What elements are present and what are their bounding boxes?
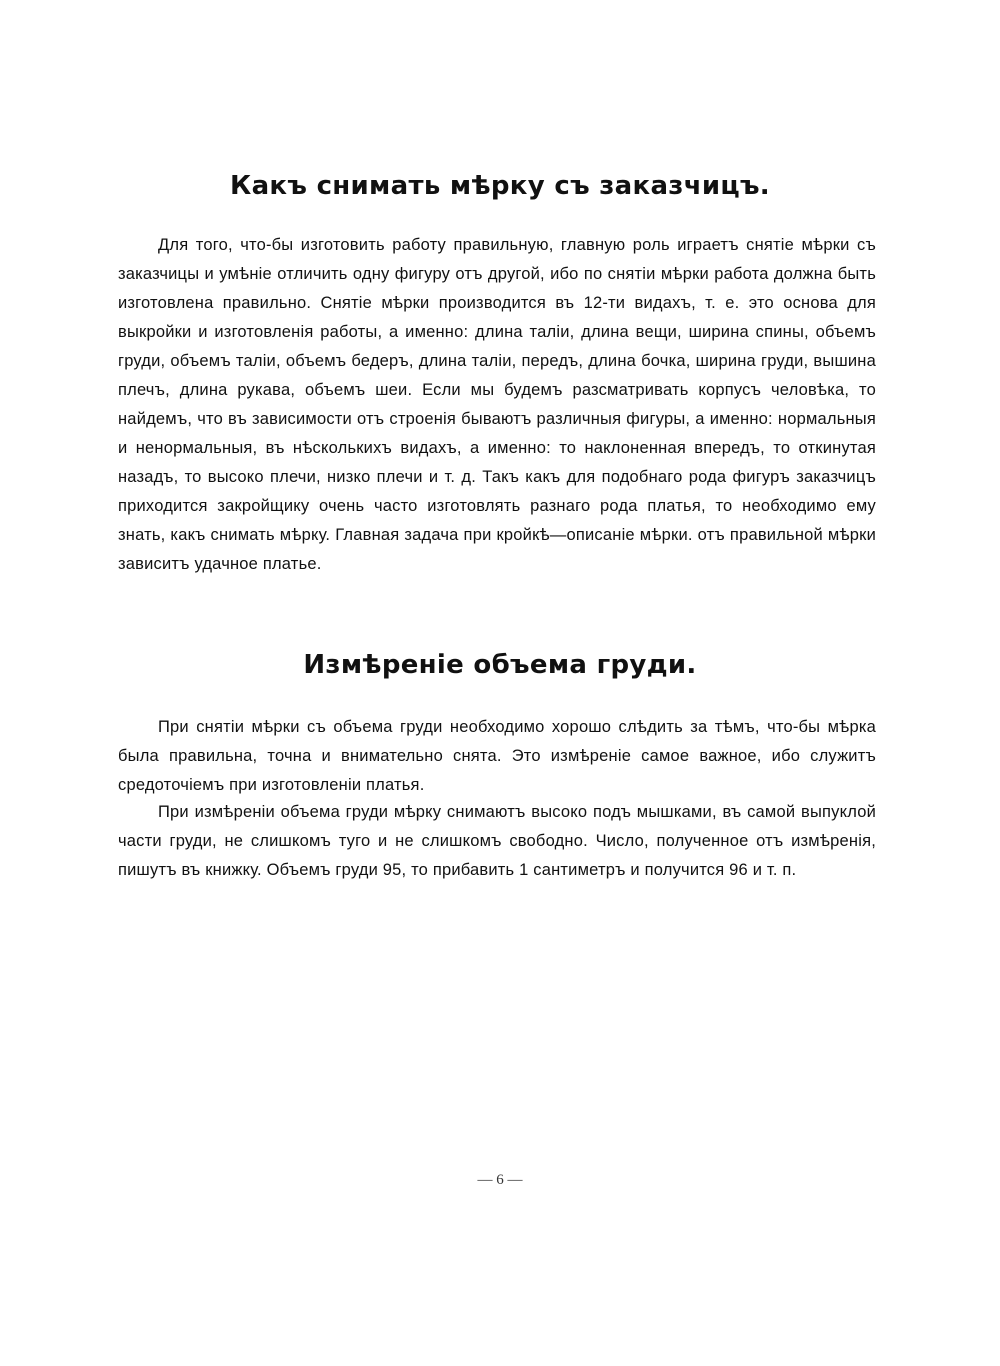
section-title-chest-measurement: Измѣреніе объема груди. (303, 650, 697, 680)
section-title-measurement: Какъ снимать мѣрку съ заказчицъ. (230, 171, 770, 201)
paragraph-chest-1: При снятіи мѣрки съ объема груди необходимо хорошо слѣдить за тѣмъ, что-бы мѣрка была правильна, точна и внимательно снята. Это измѣреніе самое важное, ибо служитъ средоточіемъ при изготовленіи платья. (118, 718, 876, 794)
page-number: — 6 — (477, 1172, 523, 1188)
paragraph-chest-2: При измѣреніи объема груди мѣрку снимаютъ высоко подъ мышками, въ самой выпуклой части груди, не слишкомъ туго и не слишкомъ свободно. Число, полученное отъ измѣренія, пишутъ въ книжку. Объемъ груди 95, то прибавить 1 сантиметръ и получится 96 и т. п. (118, 803, 876, 879)
paragraph-measurement-intro: Для того, что-бы изготовить работу правильную, главную роль играетъ снятіе мѣрки съ заказчицы и умѣніе отличить одну фигуру отъ другой, ибо по снятіи мѣрки работа должна быть изготовлена правильно. Снятіе мѣрки производится въ 12-ти видахъ, т. е. это основа для выкройки и изготовленія работы, а именно: длина таліи, длина вещи, ширина спины, объемъ груди, объемъ таліи, объемъ бедеръ, длина таліи, передъ, длина бочка, ширина груди, вышина плечъ, длина рукава, объемъ шеи. Если мы будемъ разсматривать корпусъ человѣка, то найдемъ, что въ зависимости отъ строенія бываютъ различныя фигуры, а именно: нормальныя и ненормальныя, въ нѣсколькихъ видахъ, а именно: то наклоненная впередъ, то откинутая назадъ, то высоко плечи, низко плечи и т. д. Такъ какъ для подобнаго рода фигуръ заказчицъ приходится закройщику очень часто изготовлять разнаго рода платья, то необходимо ему знать, какъ снимать мѣрку. Главная задача при кройкѣ—описаніе мѣрки. отъ правильной мѣрки зависитъ удачное платье. (118, 236, 876, 573)
